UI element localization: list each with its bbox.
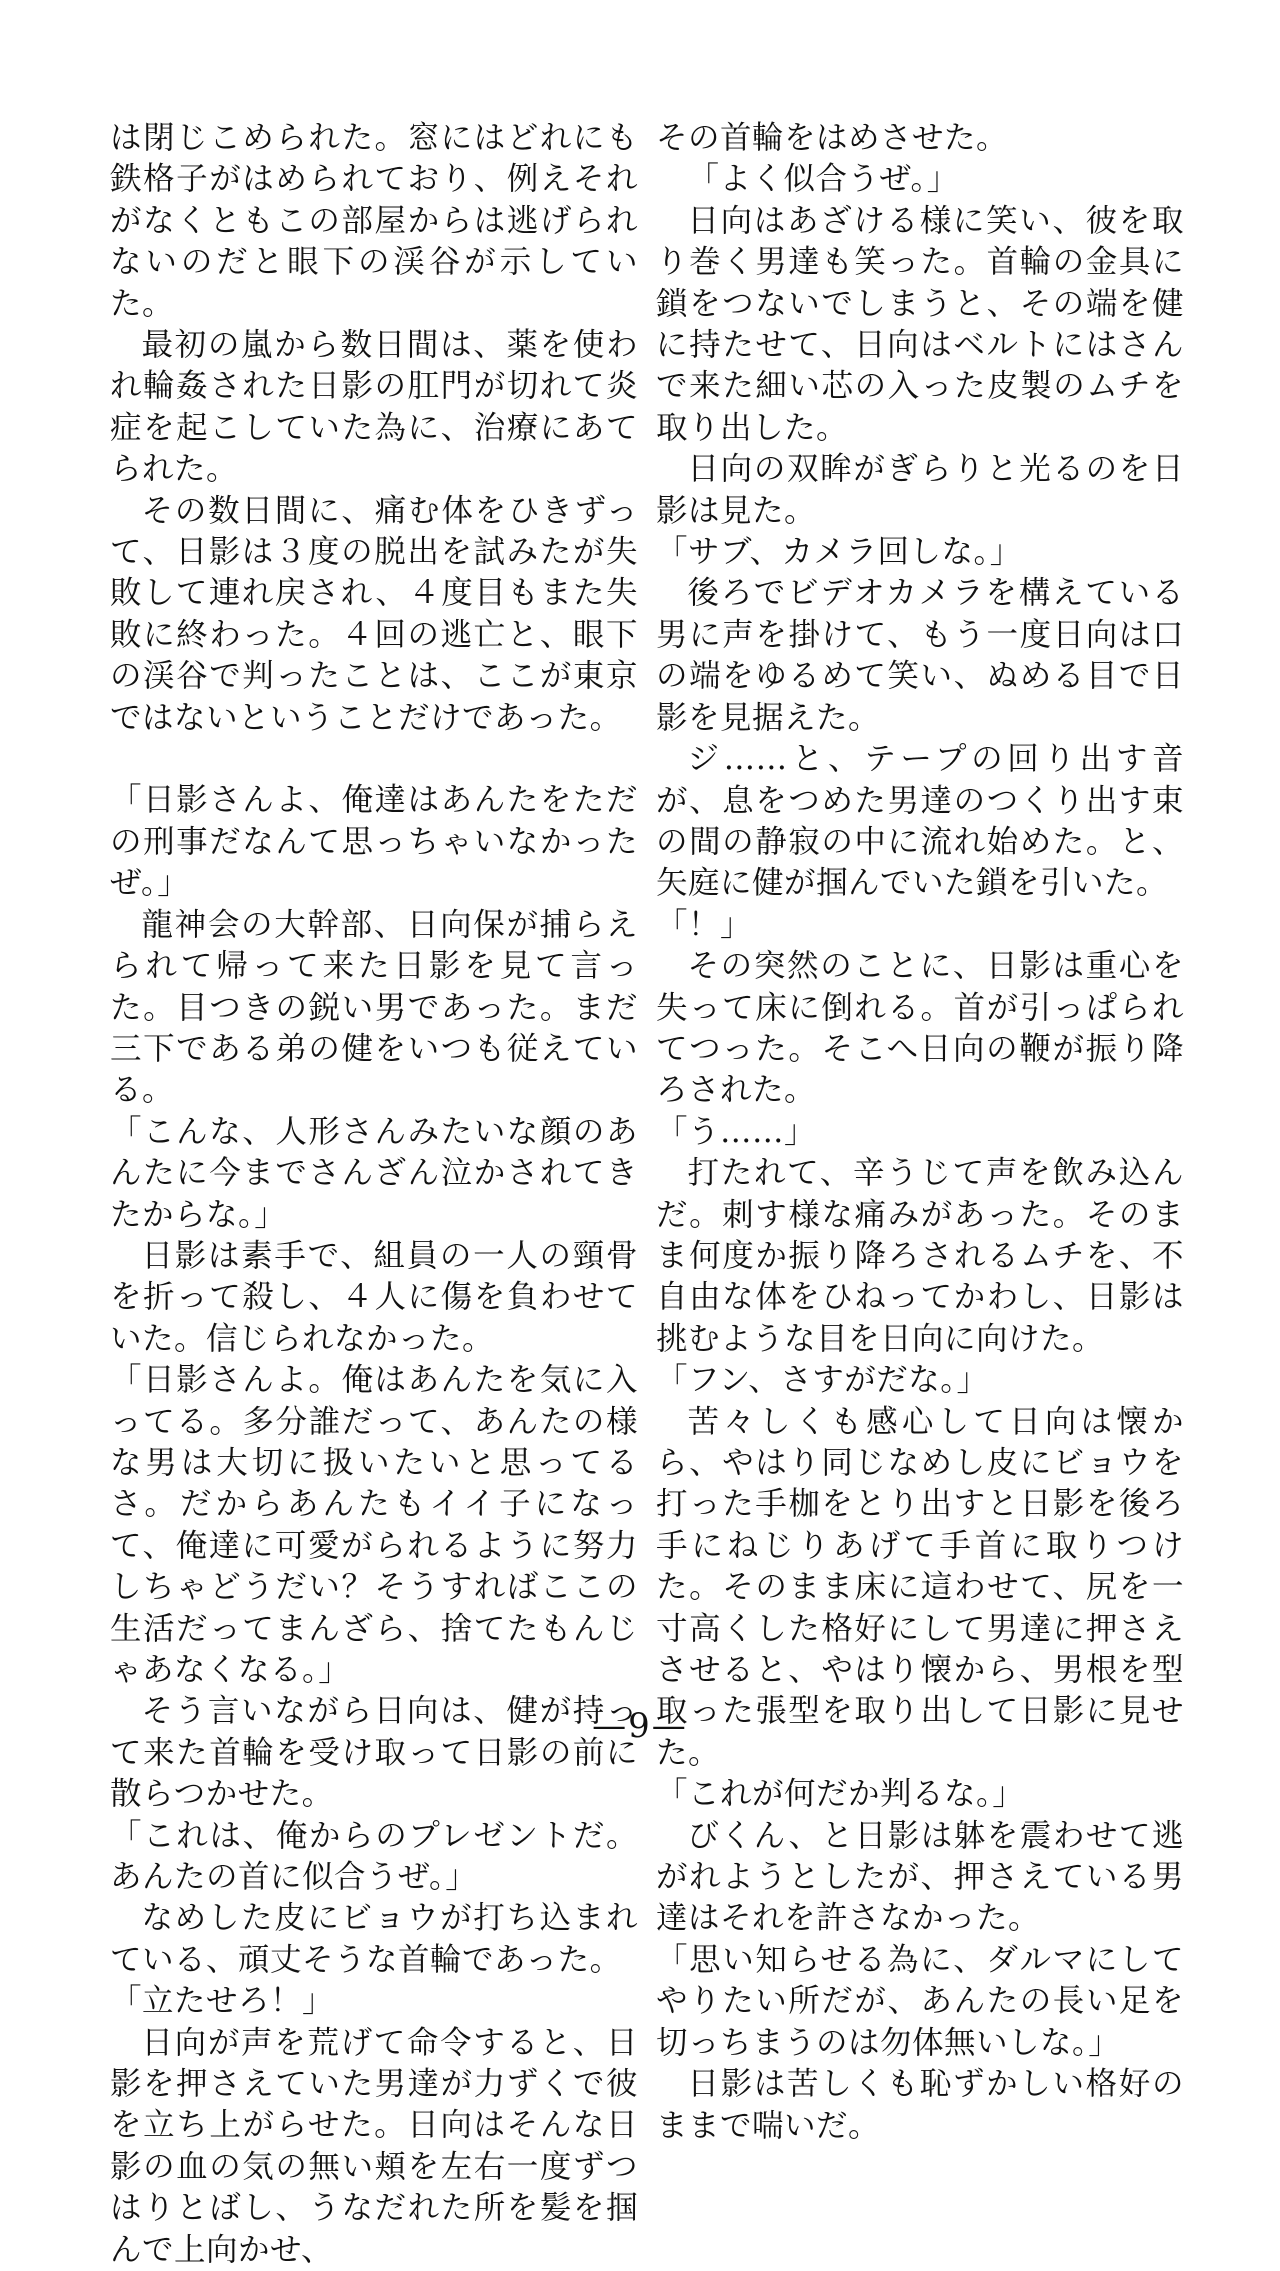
text-paragraph: 「う……」 — [656, 1113, 817, 1150]
page-number: —9— — [592, 1706, 688, 1746]
text-paragraph: 「サブ、カメラ回しな。」 — [656, 534, 1022, 571]
text-paragraph: 打たれて、辛うじて声を飲み込んだ。刺す様な痛みがあった。そのまま何度か振り降ろされるムチを、不自由な体をひねってかわし、日影は挑むような目を日向に向けた。 — [656, 1155, 1184, 1357]
text-paragraph: びくん、と日影は躰を震わせて逃がれようとしたが、押さえている男達はそれを許さなかった。 — [656, 1817, 1184, 1937]
text-paragraph: 「これは、俺からのプレゼントだ。あんたの首に似合うぜ。」 — [110, 1817, 638, 1896]
text-paragraph: 「これが何だか判るな。」 — [656, 1776, 1025, 1813]
text-paragraph: 日向はあざける様に笑い、彼を取り巻く男達も笑った。首輪の金具に鎖をつないでしまうと、その端を健に持たせて、日向はベルトにはさんで来た細い芯の入った皮製のムチを取り出した。 — [656, 202, 1184, 446]
text-paragraph: 「日影さんよ、俺達はあんたをただの刑事だなんて思っちゃいなかったぜ。」 — [110, 782, 638, 902]
text-paragraph: 「！」 — [656, 906, 753, 943]
text-paragraph: 日向の双眸がぎらりと光るのを日影は見た。 — [656, 451, 1184, 529]
text-paragraph: 日影は苦しくも恥ずかしい格好のままで喘いだ。 — [656, 2066, 1184, 2144]
text-paragraph: そう言いながら日向は、健が持って来た首輪を受け取って日影の前に散らつかせた。 — [110, 1693, 638, 1813]
text-paragraph: 苦々しくも感心して日向は懐から、やはり同じなめし皮にビョウを打った手枷をとり出すと日影を後ろ手にねじりあげて手首に取りつけた。そのまま床に這わせて、尻を一寸高くした格好にして男達に押さえさせると、やはり懐から、男根を型取った張型を取り出して日影に見せた。 — [656, 1403, 1184, 1771]
text-paragraph: 後ろでビデオカメラを構えている男に声を掛けて、もう一度日向は口の端をゆるめて笑い、ぬめる目で日影を見据えた。 — [656, 575, 1184, 736]
text-paragraph: 「日影さんよ。俺はあんたを気に入ってる。多分誰だって、あんたの様な男は大切に扱いたいと思ってるさ。だからあんたもイイ子になって、俺達に可愛がられるように努力しちゃどうだい？そうすればここの生活だってまんざら、捨てたもんじゃあなくなる。」 — [110, 1362, 638, 1689]
text-paragraph: その突然のことに、日影は重心を失って床に倒れる。首が引っぱられてつった。そこへ日向の鞭が振り降ろされた。 — [656, 948, 1184, 1109]
text-paragraph: 「フン、さすがだな。」 — [656, 1362, 989, 1399]
blank-line — [110, 739, 638, 780]
text-paragraph: 日向が声を荒げて命令すると、日影を押さえていた男達が力ずくで彼を立ち上がらせた。日向はそんな日影の血の気の無い頬を左右一度ずつはりとばし、うなだれた所を髪を掴んで上向かせ、 — [110, 2024, 638, 2268]
right-text-column — [656, 118, 1184, 2144]
text-paragraph: その数日間に、痛む体をひきずって、日影は３度の脱出を試みたが失敗して連れ戻され、４度目もまた失敗に終わった。４回の逃亡と、眼下の渓谷で判ったことは、ここが東京ではないということだけであった。 — [110, 492, 638, 736]
text-paragraph: 「こんな、人形さんみたいな顔のあんたに今までさんざん泣かされてきたからな。」 — [110, 1113, 638, 1233]
text-paragraph: 「よく似合うぜ。」 — [687, 161, 959, 198]
text-paragraph: は閉じこめられた。窓にはどれにも鉄格子がはめられており、例えそれがなくともこの部屋からは逃げられないのだと眼下の渓谷が示していた。 — [110, 120, 638, 322]
text-paragraph: 「立たせろ！」 — [110, 1983, 335, 2020]
text-paragraph: その首輪をはめさせた。 — [656, 120, 1009, 156]
text-paragraph: 龍神会の大幹部、日向保が捕らえられて帰って来た日影を見て言った。目つきの鋭い男であった。まだ三下である弟の健をいつも従えている。 — [110, 906, 638, 1109]
text-paragraph: ジ……と、テープの回り出す音が、息をつめた男達のつくり出す束の間の静寂の中に流れ始めた。と、矢庭に健が掴んでいた鎖を引いた。 — [656, 741, 1184, 902]
text-paragraph: 日影は素手で、組員の一人の頸骨を折って殺し、４人に傷を負わせていた。信じられなかった。 — [110, 1237, 638, 1357]
text-paragraph: 最初の嵐から数日間は、薬を使われ輪姦された日影の肛門が切れて炎症を起こしていた為に、治療にあてられた。 — [110, 327, 638, 488]
text-paragraph: 「思い知らせる為に、ダルマにしてやりたい所だが、あんたの長い足を切っちまうのは勿体無いしな。」 — [656, 1941, 1184, 2061]
left-text-column — [110, 118, 638, 2268]
text-paragraph: なめした皮にビョウが打ち込まれている、頑丈そうな首輪であった。 — [110, 1900, 638, 1978]
